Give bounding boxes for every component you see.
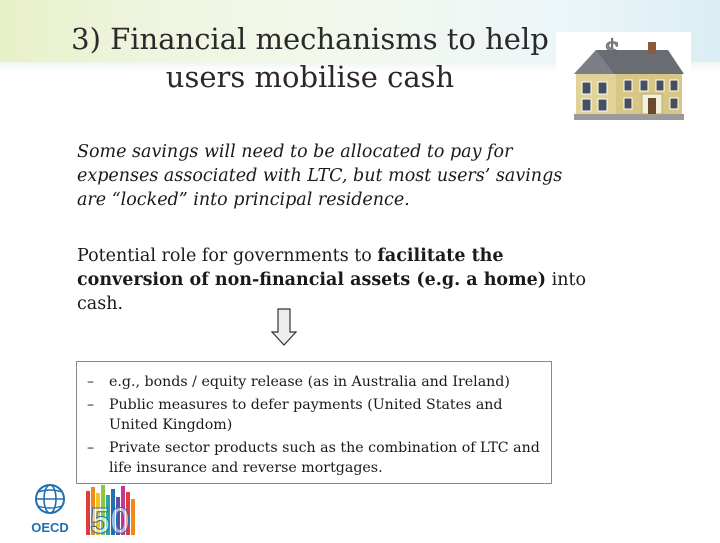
house-illustration <box>556 32 691 124</box>
list-item <box>87 372 551 393</box>
list-item <box>87 438 551 479</box>
title-line-1: 3) Financial mechanisms to help <box>71 22 549 56</box>
slide-title <box>60 20 560 96</box>
list-item-text: Private sector products such as the combination of LTC and life insurance and reverse mortgages. <box>109 439 540 476</box>
paragraph-government-role <box>77 244 587 316</box>
bullet-dash: – <box>87 396 95 413</box>
paragraph-government-role-tail: into cash. <box>77 270 587 314</box>
mechanisms-box <box>76 361 552 484</box>
mechanisms-list <box>77 362 551 479</box>
oecd-logo-text: OECD <box>31 520 69 535</box>
paragraph-government-role-lead: Potential role for governments to <box>77 246 378 266</box>
down-arrow-icon <box>271 308 297 346</box>
anniversary-50-mark <box>84 483 136 539</box>
bullet-dash: – <box>87 374 95 390</box>
oecd-globe-logo <box>30 482 70 538</box>
bullet-dash: – <box>87 439 95 456</box>
list-item <box>87 395 551 436</box>
house-with-dollar-icon <box>556 32 691 124</box>
list-item-text: Public measures to defer payments (United States and United Kingdom) <box>109 396 503 433</box>
title-line-2: users mobilise cash <box>165 60 455 94</box>
list-item-text: e.g., bonds / equity release (as in Australia and Ireland) <box>109 374 510 390</box>
paragraph-government-role-emphasis: facilitate the conversion of non-financial assets (e.g. a home) <box>77 246 547 290</box>
paragraph-savings: Some savings will need to be allocated to pay for expenses associated with LTC, but most users’ savings are “locked” into principal residence. <box>77 142 563 210</box>
anniversary-number: 50 <box>89 500 131 539</box>
